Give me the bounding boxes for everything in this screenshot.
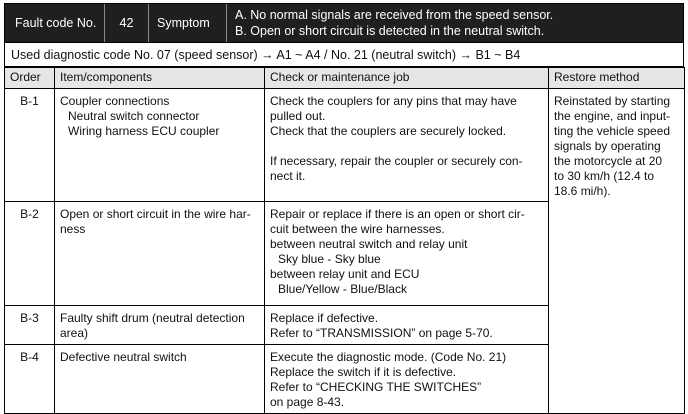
table-row bbox=[5, 89, 685, 202]
check-line: nect it. bbox=[270, 169, 306, 183]
restore-line: signals by operating bbox=[554, 139, 661, 153]
restore-line: the motorcycle at 20 bbox=[554, 154, 663, 168]
check-cell bbox=[265, 89, 549, 202]
check-line-spacer bbox=[270, 139, 543, 154]
item-line: Neutral switch connector bbox=[68, 109, 200, 123]
used-diagnostic-code: Used diagnostic code No. 07 (speed sensor) → A1 ~ A4 / No. 21 (neutral switch) → B1 ~ B4 bbox=[4, 43, 684, 67]
diagnosis-table bbox=[4, 67, 685, 414]
check-line: If necessary, repair the coupler or securely con- bbox=[270, 154, 523, 168]
restore-line: to 30 km/h (12.4 to bbox=[554, 169, 655, 183]
check-line: Execute the diagnostic mode. (Code No. 21) bbox=[270, 350, 507, 364]
column-header-restore: Restore method bbox=[549, 68, 685, 89]
check-line: between neutral switch and relay unit bbox=[270, 237, 468, 251]
symptom-a: A. No normal signals are received from the speed sensor. bbox=[235, 8, 554, 22]
check-line: Check the couplers for any pins that may have bbox=[270, 94, 517, 108]
check-line: Blue/Yellow - Blue/Black bbox=[278, 282, 407, 296]
order-cell: B-4 bbox=[5, 345, 55, 414]
fault-code-label: Fault code No. bbox=[5, 4, 105, 42]
check-line: cuit between the wire harnesses. bbox=[270, 222, 445, 236]
check-line: between relay unit and ECU bbox=[270, 267, 420, 281]
symptom-description bbox=[227, 4, 683, 42]
item-line: Wiring harness ECU coupler bbox=[68, 124, 220, 138]
item-cell bbox=[55, 89, 265, 202]
item-cell bbox=[55, 306, 265, 345]
item-line: Faulty shift drum (neutral detection bbox=[60, 311, 245, 325]
fault-code-number: 42 bbox=[105, 4, 149, 42]
check-line: Check that the couplers are securely locked. bbox=[270, 124, 507, 138]
restore-line: ting the vehicle speed bbox=[554, 124, 671, 138]
item-line: area) bbox=[60, 326, 89, 340]
order-cell: B-1 bbox=[5, 89, 55, 202]
item-cell bbox=[55, 202, 265, 306]
check-line: Replace the switch if it is defective. bbox=[270, 365, 457, 379]
restore-line: Reinstated by starting bbox=[554, 94, 671, 108]
item-line: Open or short circuit in the wire har- bbox=[60, 207, 251, 221]
check-line: Replace if defective. bbox=[270, 311, 379, 325]
restore-cell bbox=[549, 89, 685, 414]
check-line: pulled out. bbox=[270, 109, 326, 123]
check-line: Refer to “TRANSMISSION” on page 5-70. bbox=[270, 326, 493, 340]
check-line: Refer to “CHECKING THE SWITCHES” bbox=[270, 380, 482, 394]
restore-line: 18.6 mi/h). bbox=[554, 184, 611, 198]
check-line: Repair or replace if there is an open or short cir- bbox=[270, 207, 525, 221]
order-cell: B-2 bbox=[5, 202, 55, 306]
check-cell bbox=[265, 345, 549, 414]
check-cell bbox=[265, 306, 549, 345]
column-header-order: Order bbox=[5, 68, 55, 89]
symptom-b: B. Open or short circuit is detected in the neutral switch. bbox=[235, 24, 545, 38]
table-header-row bbox=[5, 68, 685, 89]
fault-header bbox=[4, 3, 684, 43]
item-line: Coupler connections bbox=[60, 94, 170, 108]
order-cell: B-3 bbox=[5, 306, 55, 345]
symptom-label: Symptom bbox=[149, 4, 227, 42]
item-line: Defective neutral switch bbox=[60, 350, 187, 364]
check-line: on page 8-43. bbox=[270, 395, 345, 409]
check-line: Sky blue - Sky blue bbox=[278, 252, 381, 266]
restore-line: the engine, and input- bbox=[554, 109, 671, 123]
column-header-check: Check or maintenance job bbox=[265, 68, 549, 89]
item-cell bbox=[55, 345, 265, 414]
item-line: ness bbox=[60, 222, 86, 236]
check-cell bbox=[265, 202, 549, 306]
column-header-item: Item/components bbox=[55, 68, 265, 89]
